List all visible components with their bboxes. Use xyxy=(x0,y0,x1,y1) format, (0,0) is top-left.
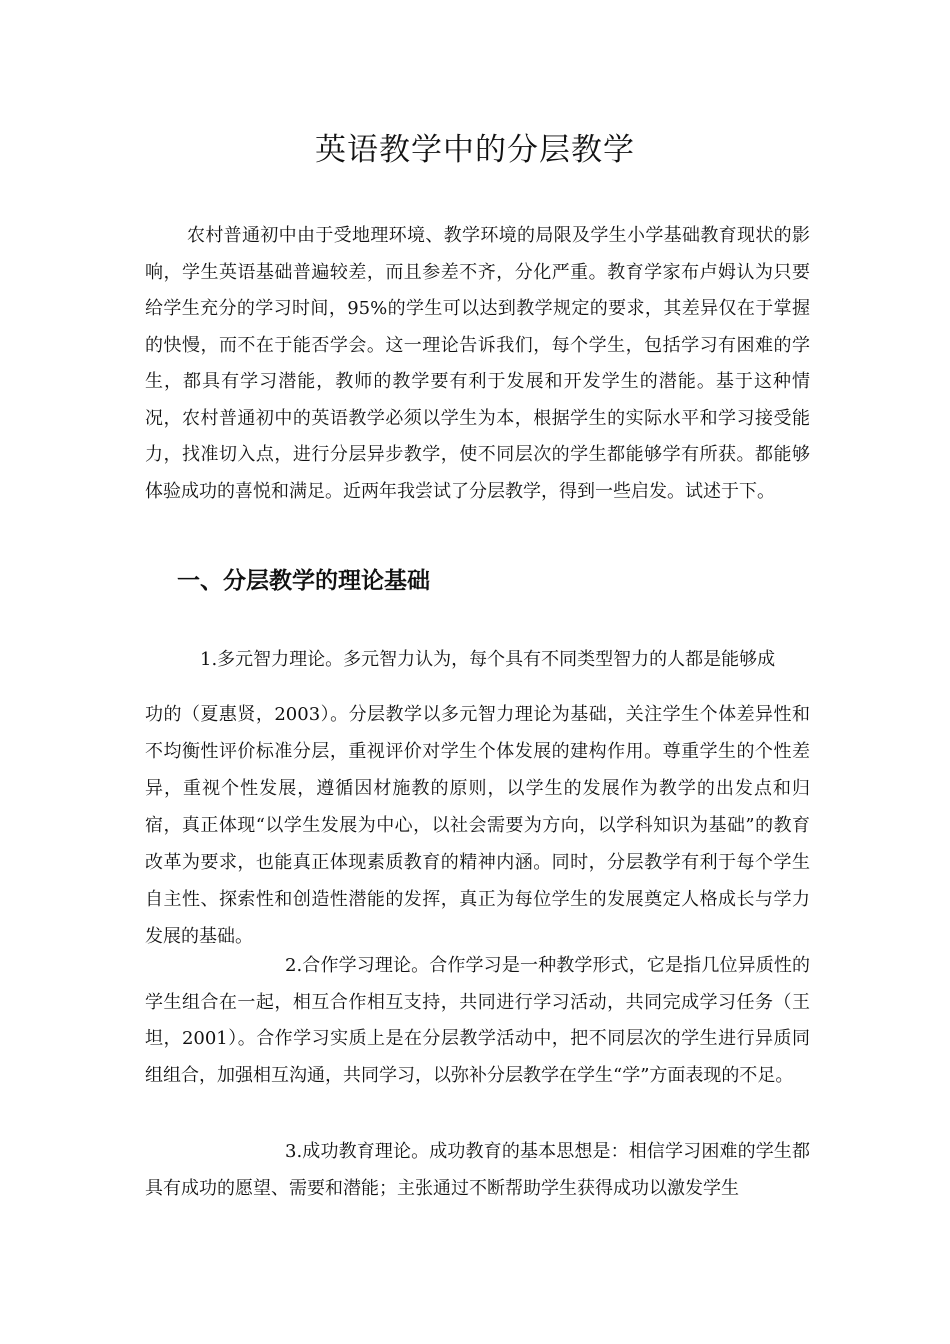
theory-item-1-first-line: 1.多元智力理论。多元智力认为，每个具有不同类型智力的人都是能够成 xyxy=(200,649,776,670)
intro-paragraph: 农村普通初中由于受地理环境、教学环境的局限及学生小学基础教育现状的影响，学生英语基础普遍较差，而且参差不齐，分化严重。教育学家布卢姆认为只要给学生充分的学习时间，95%的学生可以达到教学规定的要求，其差异仅在于掌握的快慢，而不在于能否学会。这一理论告诉我们，每个学生，包括学习有困难的学生，都具有学习潜能，教师的教学要有利于发展和开发学生的潜能。基于这种情况，农村普通初中的英语教学必须以学生为本，根据学生的实际水平和学习接受能力，找准切入点，进行分层异步教学，使不同层次的学生都能够学有所获。都能够体验成功的喜悦和满足。近两年我尝试了分层教学，得到一些启发。试述于下。 xyxy=(145,225,810,502)
section-heading: 一、分层教学的理论基础 xyxy=(177,568,430,594)
theory-item-1-body: 功的（夏惠贤，2003）。分层教学以多元智力理论为基础，关注学生个体差异性和不均衡性评价标准分层，重视评价对学生个体发展的建构作用。尊重学生的个性差异，重视个性发展，遵循因材施教的原则，以学生的发展作为教学的出发点和归宿，真正体现“以学生发展为中心，以社会需要为方向，以学科知识为基础”的教育改革为要求，也能真正体现素质教育的精神内涵。同时，分层教学有利于每个学生自主性、探索性和创造性潜能的发挥，真正为每位学生的发展奠定人格成长与学力发展的基础。 xyxy=(145,704,810,947)
theory-item-3: 3.成功教育理论。成功教育的基本思想是：相信学习困难的学生都具有成功的愿望、需要和潜能；主张通过不断帮助学生获得成功以激发学生 xyxy=(145,1141,810,1199)
theory-item-1 xyxy=(145,641,810,955)
theory-item-2: 2.合作学习理论。合作学习是一种教学形式，它是指几位异质性的学生组合在一起，相互合作相互支持，共同进行学习活动，共同完成学习任务（王坦，2001）。合作学习实质上是在分层教学活动中，把不同层次的学生进行异质同组组合，加强相互沟通，共同学习，以弥补分层教学在学生“学”方面表现的不足。 xyxy=(145,955,810,1086)
document-title: 英语教学中的分层教学 xyxy=(315,132,635,168)
